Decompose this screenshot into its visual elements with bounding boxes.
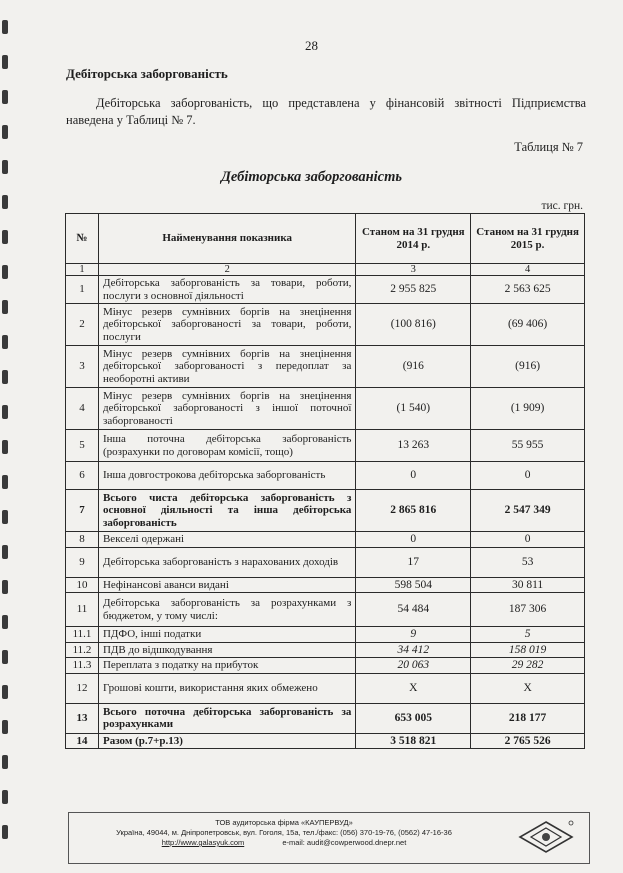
- row-number: 10: [66, 577, 99, 593]
- row-name: Переплата з податку на прибуток: [98, 658, 355, 674]
- row-name: ПДФО, інші податки: [98, 627, 355, 643]
- index-cell: 3: [356, 264, 471, 276]
- row-name: Всього чиста дебіторська заборгованість з основної діяльності та інша дебіторська заборгованість: [98, 490, 355, 532]
- row-name: Грошові кошти, використання яких обмежено: [98, 673, 355, 703]
- value-2015: 30 811: [471, 577, 585, 593]
- value-2014: 20 063: [356, 658, 471, 674]
- row-number: 11.1: [66, 627, 99, 643]
- table-label: Таблиця № 7: [514, 140, 583, 154]
- value-2014: 9: [356, 627, 471, 643]
- row-name: ПДВ до відшкодування: [98, 642, 355, 658]
- header-num: №: [66, 214, 99, 264]
- footer-site-link[interactable]: http://www.galasyuk.com: [161, 838, 245, 847]
- row-number: 7: [66, 490, 99, 532]
- page-number: 28: [305, 38, 318, 53]
- row-name: Дебіторська заборгованість за розрахунками з бюджетом, у тому числі:: [98, 593, 355, 627]
- header-name: Найменування показника: [98, 214, 355, 264]
- value-2014: 17: [356, 547, 471, 577]
- row-number: 9: [66, 547, 99, 577]
- value-2014: 653 005: [356, 703, 471, 733]
- table-row: [66, 703, 585, 733]
- section-title: Дебіторська заборгованість: [66, 66, 228, 81]
- value-2014: Х: [356, 673, 471, 703]
- unit-label: тис. грн.: [541, 200, 583, 212]
- row-number: 13: [66, 703, 99, 733]
- row-number: 4: [66, 388, 99, 430]
- table-row: [66, 388, 585, 430]
- row-number: 11: [66, 593, 99, 627]
- table-title: Дебіторська заборгованість: [220, 169, 403, 185]
- value-2015: 2 765 526: [471, 733, 585, 749]
- row-number: 14: [66, 733, 99, 749]
- row-number: 2: [66, 304, 99, 346]
- value-2015: 2 563 625: [471, 276, 585, 304]
- table-row: [66, 276, 585, 304]
- table-row: [66, 547, 585, 577]
- value-2014: 2 955 825: [356, 276, 471, 304]
- value-2014: 34 412: [356, 642, 471, 658]
- value-2015: 5: [471, 627, 585, 643]
- value-2015: 0: [471, 462, 585, 490]
- row-number: 11.3: [66, 658, 99, 674]
- row-name: Дебіторська заборгованість з нарахованих доходів: [98, 547, 355, 577]
- table-row: [66, 593, 585, 627]
- value-2015: 55 955: [471, 430, 585, 462]
- footer-email: e-mail: audit@cowperwood.dnepr.net: [282, 838, 407, 847]
- value-2015: 29 282: [471, 658, 585, 674]
- value-2014: (916: [356, 346, 471, 388]
- value-2015: 218 177: [471, 703, 585, 733]
- table-row: [66, 627, 585, 643]
- row-name: Мінус резерв сумнівних боргів на знецінення дебіторської заборгованості з передоплат за необоротні активи: [98, 346, 355, 388]
- index-cell: 1: [66, 264, 99, 276]
- row-number: 1: [66, 276, 99, 304]
- intro-paragraph: Дебіторська заборгованість, що представлена у фінансовій звітності Підприємства наведена у Таблиці № 7.: [66, 96, 586, 127]
- table-row: [66, 490, 585, 532]
- value-2015: 53: [471, 547, 585, 577]
- row-number: 11.2: [66, 642, 99, 658]
- footer: [68, 812, 590, 864]
- table-row: [66, 304, 585, 346]
- row-name: Разом (р.7+р.13): [98, 733, 355, 749]
- value-2014: 0: [356, 462, 471, 490]
- footer-address: Україна, 49044, м. Дніпропетровськ, вул. Гоголя, 15а, тел./факс: (056) 370-19-76, (0562) 47-16-36: [116, 828, 452, 837]
- index-cell: 4: [471, 264, 585, 276]
- row-name: Інша довгострокова дебіторська заборгованість: [98, 462, 355, 490]
- value-2015: 2 547 349: [471, 490, 585, 532]
- value-2015: 158 019: [471, 642, 585, 658]
- value-2014: 13 263: [356, 430, 471, 462]
- row-number: 12: [66, 673, 99, 703]
- table-row: [66, 658, 585, 674]
- row-name: Інша поточна дебіторська заборгованість (розрахунки по договорам комісії, тощо): [98, 430, 355, 462]
- value-2014: (1 540): [356, 388, 471, 430]
- table-row: [66, 577, 585, 593]
- row-number: 5: [66, 430, 99, 462]
- index-cell: 2: [98, 264, 355, 276]
- row-name: Нефінансові аванси видані: [98, 577, 355, 593]
- footer-company: ТОВ аудиторська фірма «КАУПЕРВУД»: [215, 818, 353, 827]
- footer-contacts: [69, 838, 499, 847]
- value-2015: (69 406): [471, 304, 585, 346]
- row-number: 8: [66, 532, 99, 548]
- value-2014: (100 816): [356, 304, 471, 346]
- value-2014: 3 518 821: [356, 733, 471, 749]
- receivables-table: [65, 213, 585, 749]
- header-row: [66, 214, 585, 264]
- binding-holes: [0, 0, 10, 873]
- value-2015: 0: [471, 532, 585, 548]
- table-row: [66, 532, 585, 548]
- table-row: [66, 642, 585, 658]
- row-name: Векселі одержані: [98, 532, 355, 548]
- value-2014: 2 865 816: [356, 490, 471, 532]
- table-row: [66, 346, 585, 388]
- company-logo-icon: [517, 819, 575, 855]
- value-2015: Х: [471, 673, 585, 703]
- row-number: 3: [66, 346, 99, 388]
- row-name: Мінус резерв сумнівних боргів на знецінення дебіторської заборгованості з іншої поточної заборгованості: [98, 388, 355, 430]
- index-row: [66, 264, 585, 276]
- table-row: [66, 733, 585, 749]
- value-2014: 598 504: [356, 577, 471, 593]
- row-name: Всього поточна дебіторська заборгованість за розрахунками: [98, 703, 355, 733]
- value-2014: 0: [356, 532, 471, 548]
- value-2015: (1 909): [471, 388, 585, 430]
- table-row: [66, 462, 585, 490]
- row-name: Мінус резерв сумнівних боргів на знецінення дебіторської заборгованості за товари, роботи, послуги: [98, 304, 355, 346]
- row-number: 6: [66, 462, 99, 490]
- value-2015: (916): [471, 346, 585, 388]
- row-name: Дебіторська заборгованість за товари, роботи, послуги з основної діяльності: [98, 276, 355, 304]
- value-2014: 54 484: [356, 593, 471, 627]
- header-2014: Станом на 31 грудня 2014 р.: [356, 214, 471, 264]
- table-row: [66, 673, 585, 703]
- value-2015: 187 306: [471, 593, 585, 627]
- table-row: [66, 430, 585, 462]
- header-2015: Станом на 31 грудня 2015 р.: [471, 214, 585, 264]
